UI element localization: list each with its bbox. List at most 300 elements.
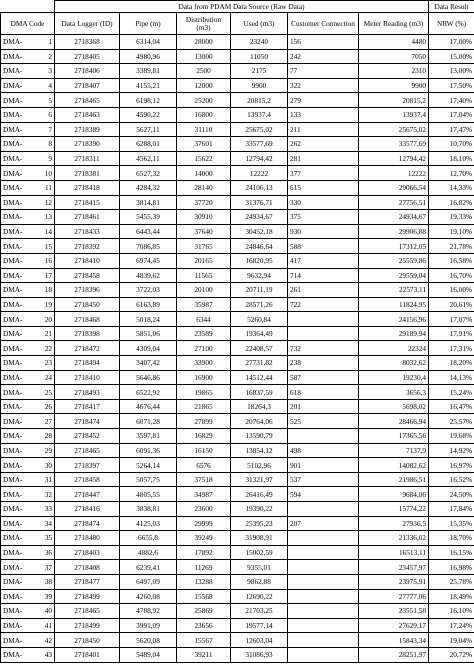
distribution-volume-cell: 23589 <box>177 326 231 341</box>
pipe-length-cell: 5851,06 <box>120 326 177 341</box>
nrw-percent-cell: 15,35% <box>429 516 474 531</box>
dma-prefix-cell: DMA- <box>1 195 34 210</box>
pipe-length-cell: 4284,32 <box>120 180 177 195</box>
dma-number-cell: 5 <box>34 93 55 108</box>
meter-reading-cell: 27629,17 <box>359 618 429 633</box>
nrw-percent-cell: 20,61% <box>429 297 474 312</box>
nrw-percent-cell: 15,00% <box>429 49 474 64</box>
table-row <box>1 268 474 283</box>
pipe-length-cell: 5489,04 <box>120 647 177 662</box>
pipe-length-cell: 4155,21 <box>120 78 177 93</box>
used-volume-cell: 11050 <box>231 49 288 64</box>
meter-reading-cell: 21336,02 <box>359 531 429 546</box>
dma-number-cell: 30 <box>34 458 55 473</box>
distribution-volume-cell: 17892 <box>177 545 231 560</box>
table-row <box>1 93 474 108</box>
dma-prefix-cell: DMA- <box>1 268 34 283</box>
table-row <box>1 458 474 473</box>
nrw-percent-cell: 20,72% <box>429 647 474 662</box>
customer-connection-cell: 377 <box>288 166 359 181</box>
distribution-volume-cell: 31765 <box>177 239 231 254</box>
distribution-volume-cell: 29999 <box>177 516 231 531</box>
dma-number-cell: 31 <box>34 472 55 487</box>
distribution-volume-cell: 25200 <box>177 93 231 108</box>
data-logger-id-cell: 2718494 <box>55 356 120 371</box>
distribution-volume-cell: 23600 <box>177 502 231 517</box>
data-logger-id-cell: 2718499 <box>55 589 120 604</box>
pipe-length-cell: 6163,89 <box>120 297 177 312</box>
table-row <box>1 78 474 93</box>
meter-reading-cell: 12222 <box>359 166 429 181</box>
data-logger-id-cell: 2718493 <box>55 385 120 400</box>
meter-reading-cell: 29906,88 <box>359 224 429 239</box>
data-logger-id-cell: 2718472 <box>55 341 120 356</box>
pipe-length-cell: 7086,85 <box>120 239 177 254</box>
dma-prefix-cell: DMA- <box>1 399 34 414</box>
dma-prefix-cell: DMA- <box>1 589 34 604</box>
table-row <box>1 618 474 633</box>
nrw-percent-cell: 17,47% <box>429 122 474 137</box>
table-row <box>1 531 474 546</box>
table-row <box>1 647 474 662</box>
data-logger-id-cell: 2718416 <box>55 502 120 517</box>
meter-reading-cell: 8032,62 <box>359 356 429 371</box>
meter-reading-cell: 4480 <box>359 35 429 50</box>
dma-prefix-cell: DMA- <box>1 385 34 400</box>
customer-connection-cell: 238 <box>288 356 359 371</box>
pipe-length-cell: 5018,24 <box>120 312 177 327</box>
data-logger-id-cell: 2718403 <box>55 545 120 560</box>
used-volume-cell: 27731,82 <box>231 356 288 371</box>
nrw-percent-cell: 17,24% <box>429 618 474 633</box>
used-volume-cell: 9632,94 <box>231 268 288 283</box>
used-volume-cell: 33577,69 <box>231 137 288 152</box>
used-volume-cell: 12603,04 <box>231 633 288 648</box>
table-row <box>1 35 474 50</box>
used-volume-cell: 5260,84 <box>231 312 288 327</box>
table-row <box>1 137 474 152</box>
header-group-raw: Data from PDAM Data Source (Raw Data) <box>55 1 429 13</box>
used-volume-cell: 26416,49 <box>231 487 288 502</box>
dma-prefix-cell: DMA- <box>1 502 34 517</box>
table-row <box>1 283 474 298</box>
nrw-percent-cell: 19,68% <box>429 429 474 444</box>
table-row <box>1 589 474 604</box>
customer-connection-cell: 587 <box>288 370 359 385</box>
customer-connection-cell <box>288 560 359 575</box>
table-row <box>1 166 474 181</box>
nrw-percent-cell: 16,58% <box>429 253 474 268</box>
table-row <box>1 574 474 589</box>
nrw-percent-cell: 18,20% <box>429 356 474 371</box>
distribution-volume-cell: 15622 <box>177 151 231 166</box>
used-volume-cell: 18264,3 <box>231 399 288 414</box>
data-logger-id-cell: 2718398 <box>55 326 120 341</box>
table-row <box>1 180 474 195</box>
dma-number-cell: 40 <box>34 604 55 619</box>
used-volume-cell: 24846,64 <box>231 239 288 254</box>
pipe-length-cell: 4260,08 <box>120 589 177 604</box>
nrw-percent-cell: 17,04% <box>429 107 474 122</box>
nrw-percent-cell: 16,10% <box>429 604 474 619</box>
pipe-length-cell: 6974,45 <box>120 253 177 268</box>
distribution-volume-cell: 12000 <box>177 78 231 93</box>
customer-connection-cell <box>288 618 359 633</box>
meter-reading-cell: 15843,34 <box>359 633 429 648</box>
col-header-dma-code: DMA Code <box>1 13 55 35</box>
data-logger-id-cell: 2718417 <box>55 399 120 414</box>
distribution-volume-cell: 16829 <box>177 429 231 444</box>
used-volume-cell: 5102,96 <box>231 458 288 473</box>
meter-reading-cell: 27936,5 <box>359 516 429 531</box>
used-volume-cell: 20815,2 <box>231 93 288 108</box>
dma-number-cell: 25 <box>34 385 55 400</box>
meter-reading-cell: 27777,06 <box>359 589 429 604</box>
col-header-meter-reading: Meter Reading (m3) <box>359 13 429 35</box>
distribution-volume-cell: 6344 <box>177 312 231 327</box>
meter-reading-cell: 25559,86 <box>359 253 429 268</box>
customer-connection-cell: 537 <box>288 472 359 487</box>
data-logger-id-cell: 2718408 <box>55 560 120 575</box>
nrw-percent-cell: 17,40% <box>429 93 474 108</box>
customer-connection-cell: 588 <box>288 239 359 254</box>
customer-connection-cell <box>288 326 359 341</box>
pipe-length-cell: 6527,32 <box>120 166 177 181</box>
table-row <box>1 253 474 268</box>
distribution-volume-cell: 19865 <box>177 385 231 400</box>
meter-reading-cell: 11824,95 <box>359 297 429 312</box>
nrw-percent-cell: 16,00% <box>429 283 474 298</box>
table-row <box>1 356 474 371</box>
nrw-percent-cell: 17,00% <box>429 35 474 50</box>
data-logger-id-cell: 2718452 <box>55 429 120 444</box>
pipe-length-cell: 6497,09 <box>120 574 177 589</box>
pipe-length-cell: 4805,55 <box>120 487 177 502</box>
nrw-percent-cell: 19,33% <box>429 210 474 225</box>
used-volume-cell: 14512,44 <box>231 370 288 385</box>
pipe-length-cell: 6198,12 <box>120 93 177 108</box>
table-row <box>1 472 474 487</box>
distribution-volume-cell: 39211 <box>177 647 231 662</box>
dma-prefix-cell: DMA- <box>1 574 34 589</box>
pipe-length-cell: 3814,81 <box>120 195 177 210</box>
used-volume-cell: 19577,14 <box>231 618 288 633</box>
nrw-percent-cell: 21,78% <box>429 239 474 254</box>
table-row <box>1 210 474 225</box>
meter-reading-cell: 22324 <box>359 341 429 356</box>
dma-number-cell: 41 <box>34 618 55 633</box>
nrw-percent-cell: 13,00% <box>429 64 474 79</box>
dma-prefix-cell: DMA- <box>1 531 34 546</box>
distribution-volume-cell: 27100 <box>177 341 231 356</box>
table-header <box>1 1 474 35</box>
pipe-length-cell: 5057,75 <box>120 472 177 487</box>
data-logger-id-cell: 2718458 <box>55 268 120 283</box>
pipe-length-cell: 3722,03 <box>120 283 177 298</box>
customer-connection-cell: 714 <box>288 268 359 283</box>
customer-connection-cell: 417 <box>288 253 359 268</box>
nrw-percent-cell: 18,10% <box>429 151 474 166</box>
distribution-volume-cell: 39249 <box>177 531 231 546</box>
meter-reading-cell: 23975,91 <box>359 574 429 589</box>
dma-prefix-cell: DMA- <box>1 253 34 268</box>
dma-prefix-cell: DMA- <box>1 312 34 327</box>
pipe-length-cell: 4125,03 <box>120 516 177 531</box>
table-row <box>1 399 474 414</box>
dma-number-cell: 29 <box>34 443 55 458</box>
table-row <box>1 195 474 210</box>
nrw-percent-cell: 16,47% <box>429 399 474 414</box>
used-volume-cell: 12690,22 <box>231 589 288 604</box>
dma-number-cell: 33 <box>34 502 55 517</box>
customer-connection-cell: 77 <box>288 64 359 79</box>
customer-connection-cell: 211 <box>288 122 359 137</box>
meter-reading-cell: 12794,42 <box>359 151 429 166</box>
nrw-percent-cell: 24,50% <box>429 487 474 502</box>
dma-number-cell: 36 <box>34 545 55 560</box>
table-row <box>1 297 474 312</box>
customer-connection-cell: 722 <box>288 297 359 312</box>
dma-prefix-cell: DMA- <box>1 210 34 225</box>
dma-number-cell: 37 <box>34 560 55 575</box>
dma-number-cell: 10 <box>34 166 55 181</box>
used-volume-cell: 9862,88 <box>231 574 288 589</box>
nrw-percent-cell: 19,04% <box>429 633 474 648</box>
dma-prefix-cell: DMA- <box>1 560 34 575</box>
distribution-volume-cell: 28000 <box>177 35 231 50</box>
distribution-volume-cell: 23656 <box>177 618 231 633</box>
customer-connection-cell: 375 <box>288 210 359 225</box>
dma-number-cell: 21 <box>34 326 55 341</box>
dma-number-cell: 39 <box>34 589 55 604</box>
col-header-data-logger: Data Logger (ID) <box>55 13 120 35</box>
pipe-length-cell: 4839,62 <box>120 268 177 283</box>
dma-number-cell: 9 <box>34 151 55 166</box>
used-volume-cell: 19364,49 <box>231 326 288 341</box>
dma-number-cell: 3 <box>34 64 55 79</box>
distribution-volume-cell: 13288 <box>177 574 231 589</box>
used-volume-cell: 24106,13 <box>231 180 288 195</box>
table-row <box>1 49 474 64</box>
dma-number-cell: 23 <box>34 356 55 371</box>
table-row <box>1 122 474 137</box>
dma-prefix-cell: DMA- <box>1 122 34 137</box>
meter-reading-cell: 21986,51 <box>359 472 429 487</box>
meter-reading-cell: 27756,51 <box>359 195 429 210</box>
meter-reading-cell: 28466,94 <box>359 414 429 429</box>
customer-connection-cell <box>288 647 359 662</box>
dma-number-cell: 32 <box>34 487 55 502</box>
table-row <box>1 312 474 327</box>
customer-connection-cell: 615 <box>288 180 359 195</box>
dma-number-cell: 38 <box>34 574 55 589</box>
pipe-length-cell: 6091,36 <box>120 443 177 458</box>
dma-prefix-cell: DMA- <box>1 137 34 152</box>
dma-number-cell: 34 <box>34 516 55 531</box>
meter-reading-cell: 23551,58 <box>359 604 429 619</box>
distribution-volume-cell: 16900 <box>177 370 231 385</box>
customer-connection-cell <box>288 574 359 589</box>
dma-prefix-cell: DMA- <box>1 326 34 341</box>
data-logger-id-cell: 2718458 <box>55 472 120 487</box>
data-logger-id-cell: 2718389 <box>55 122 120 137</box>
table-row <box>1 224 474 239</box>
pipe-length-cell: 4590,22 <box>120 107 177 122</box>
dma-prefix-cell: DMA- <box>1 49 34 64</box>
pipe-length-cell: 6288,01 <box>120 137 177 152</box>
dma-prefix-cell: DMA- <box>1 633 34 648</box>
distribution-volume-cell: 34987 <box>177 487 231 502</box>
used-volume-cell: 16837,59 <box>231 385 288 400</box>
data-logger-id-cell: 2718433 <box>55 224 120 239</box>
customer-connection-cell: 156 <box>288 35 359 50</box>
nrw-percent-cell: 16,82% <box>429 195 474 210</box>
distribution-volume-cell: 20165 <box>177 253 231 268</box>
used-volume-cell: 12794,42 <box>231 151 288 166</box>
table-body <box>1 35 474 663</box>
distribution-volume-cell: 27899 <box>177 414 231 429</box>
col-header-distribution: Distribution (m3) <box>177 13 231 35</box>
dma-prefix-cell: DMA- <box>1 166 34 181</box>
table-row <box>1 239 474 254</box>
distribution-volume-cell: 25869 <box>177 604 231 619</box>
meter-reading-cell: 9684,06 <box>359 487 429 502</box>
nrw-percent-cell: 14,92% <box>429 443 474 458</box>
dma-prefix-cell: DMA- <box>1 604 34 619</box>
data-logger-id-cell: 2718450 <box>55 633 120 648</box>
meter-reading-cell: 29066,54 <box>359 180 429 195</box>
dma-prefix-cell: DMA- <box>1 107 34 122</box>
meter-reading-cell: 23457,97 <box>359 560 429 575</box>
customer-connection-cell: 901 <box>288 458 359 473</box>
used-volume-cell: 23240 <box>231 35 288 50</box>
meter-reading-cell: 24156,96 <box>359 312 429 327</box>
meter-reading-cell: 17365,56 <box>359 429 429 444</box>
dma-prefix-cell: DMA- <box>1 472 34 487</box>
dma-number-cell: 28 <box>34 429 55 444</box>
table-row <box>1 385 474 400</box>
dma-prefix-cell: DMA- <box>1 429 34 444</box>
nrw-percent-cell: 17,91% <box>429 326 474 341</box>
pipe-length-cell: 3389,81 <box>120 64 177 79</box>
customer-connection-cell: 279 <box>288 93 359 108</box>
data-logger-id-cell: 2718397 <box>55 458 120 473</box>
data-logger-id-cell: 2718465 <box>55 93 120 108</box>
dma-number-cell: 6 <box>34 107 55 122</box>
meter-reading-cell: 19230,4 <box>359 370 429 385</box>
data-logger-id-cell: 2718461 <box>55 210 120 225</box>
dma-number-cell: 2 <box>34 49 55 64</box>
meter-reading-cell: 2310 <box>359 64 429 79</box>
customer-connection-cell <box>288 604 359 619</box>
distribution-volume-cell: 15568 <box>177 589 231 604</box>
dma-number-cell: 26 <box>34 399 55 414</box>
distribution-volume-cell: 35987 <box>177 297 231 312</box>
nrw-percent-cell: 25,57% <box>429 414 474 429</box>
data-logger-id-cell: 2718410 <box>55 370 120 385</box>
dma-number-cell: 15 <box>34 239 55 254</box>
used-volume-cell: 31086,93 <box>231 647 288 662</box>
meter-reading-cell: 22573,11 <box>359 283 429 298</box>
dma-prefix-cell: DMA- <box>1 180 34 195</box>
data-logger-id-cell: 2718381 <box>55 166 120 181</box>
nrw-percent-cell: 16,97% <box>429 458 474 473</box>
used-volume-cell: 2175 <box>231 64 288 79</box>
data-logger-id-cell: 2718368 <box>55 35 120 50</box>
header-group-result: Data Result <box>429 1 474 13</box>
nrw-percent-cell: 17,50% <box>429 78 474 93</box>
table-row <box>1 414 474 429</box>
used-volume-cell: 25395,23 <box>231 516 288 531</box>
distribution-volume-cell: 30910 <box>177 210 231 225</box>
used-volume-cell: 13854,12 <box>231 443 288 458</box>
customer-connection-cell <box>288 312 359 327</box>
meter-reading-cell: 24934,67 <box>359 210 429 225</box>
data-logger-id-cell: 2718463 <box>55 107 120 122</box>
meter-reading-cell: 3656,3 <box>359 385 429 400</box>
dma-prefix-cell: DMA- <box>1 78 34 93</box>
distribution-volume-cell: 37640 <box>177 224 231 239</box>
data-logger-id-cell: 2718418 <box>55 180 120 195</box>
dma-number-cell: 19 <box>34 297 55 312</box>
used-volume-cell: 20711,19 <box>231 283 288 298</box>
pipe-length-cell: 4562,11 <box>120 151 177 166</box>
distribution-volume-cell: 11565 <box>177 268 231 283</box>
data-logger-id-cell: 2718405 <box>55 49 120 64</box>
distribution-volume-cell: 37720 <box>177 195 231 210</box>
nrw-percent-cell: 25,78% <box>429 574 474 589</box>
nrw-percent-cell: 16,70% <box>429 268 474 283</box>
table-row <box>1 545 474 560</box>
used-volume-cell: 22408,57 <box>231 341 288 356</box>
dma-prefix-cell: DMA- <box>1 618 34 633</box>
pipe-length-cell: 6655,8 <box>120 531 177 546</box>
data-logger-id-cell: 2718390 <box>55 137 120 152</box>
customer-connection-cell: 732 <box>288 341 359 356</box>
col-header-customer-connection: Customer Connection <box>288 13 359 35</box>
nrw-percent-cell: 14,13% <box>429 370 474 385</box>
used-volume-cell: 24934,67 <box>231 210 288 225</box>
data-logger-id-cell: 2718465 <box>55 604 120 619</box>
distribution-volume-cell: 28140 <box>177 180 231 195</box>
distribution-volume-cell: 2500 <box>177 64 231 79</box>
data-logger-id-cell: 2718480 <box>55 531 120 546</box>
pipe-length-cell: 6239,41 <box>120 560 177 575</box>
customer-connection-cell: 207 <box>288 516 359 531</box>
dma-number-cell: 27 <box>34 414 55 429</box>
customer-connection-cell <box>288 531 359 546</box>
data-logger-id-cell: 2718468 <box>55 312 120 327</box>
nrw-percent-cell: 16,15% <box>429 545 474 560</box>
data-logger-id-cell: 2718499 <box>55 618 120 633</box>
data-logger-id-cell: 2718415 <box>55 195 120 210</box>
dma-number-cell: 24 <box>34 370 55 385</box>
nrw-percent-cell: 18,49% <box>429 589 474 604</box>
dma-prefix-cell: DMA- <box>1 545 34 560</box>
meter-reading-cell: 7137,9 <box>359 443 429 458</box>
dma-prefix-cell: DMA- <box>1 239 34 254</box>
nrw-percent-cell: 16,98% <box>429 560 474 575</box>
used-volume-cell: 13590,79 <box>231 429 288 444</box>
distribution-volume-cell: 21865 <box>177 399 231 414</box>
dma-prefix-cell: DMA- <box>1 647 34 662</box>
pipe-length-cell: 6443,44 <box>120 224 177 239</box>
pipe-length-cell: 3597,81 <box>120 429 177 444</box>
data-logger-id-cell: 2718474 <box>55 414 120 429</box>
nrw-percent-cell: 19,10% <box>429 224 474 239</box>
table-row <box>1 604 474 619</box>
customer-connection-cell: 618 <box>288 385 359 400</box>
